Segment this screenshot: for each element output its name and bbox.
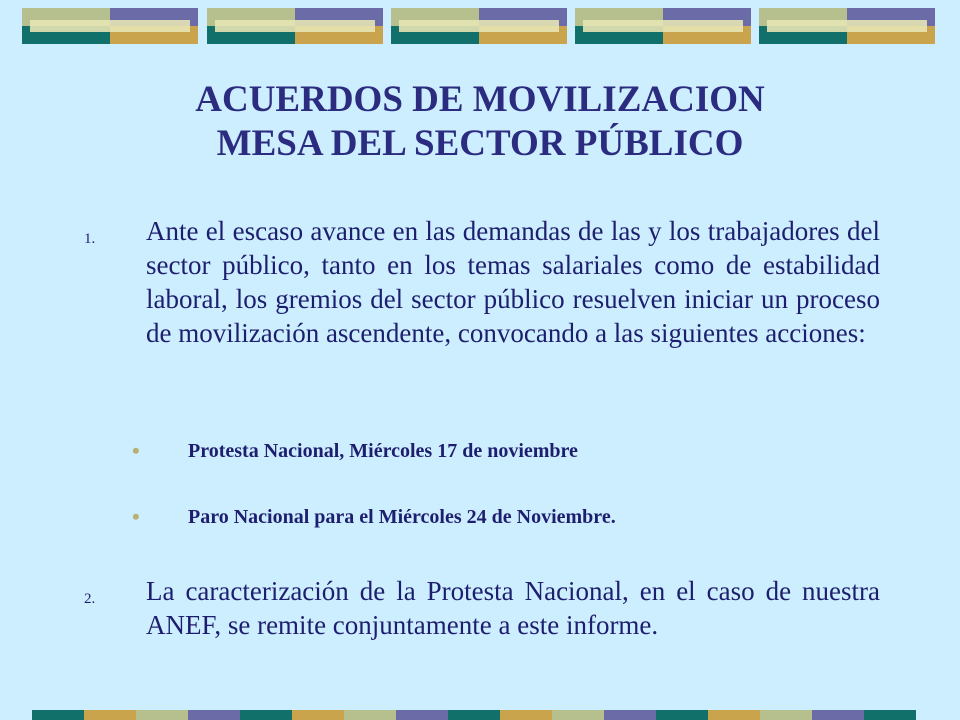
deco-segment bbox=[188, 710, 240, 720]
top-decoration bbox=[22, 8, 942, 44]
item-text: La caracterización de la Protesta Nacional, en el caso de nuestra ANEF, se remite conjuntamente a este informe. bbox=[146, 576, 880, 640]
bottom-decoration bbox=[32, 710, 932, 720]
bullet-item-2 bbox=[132, 506, 616, 529]
title-line-1: ACUERDOS DE MOVILIZACION bbox=[195, 79, 765, 120]
deco-segment bbox=[396, 710, 448, 720]
deco-tile bbox=[207, 8, 383, 44]
bullet-item-1 bbox=[132, 440, 578, 463]
deco-tile bbox=[759, 8, 935, 44]
numbered-item-1 bbox=[84, 214, 880, 350]
bullet-icon: • bbox=[132, 438, 140, 463]
deco-tile bbox=[22, 8, 198, 44]
slide-title bbox=[0, 78, 960, 166]
deco-segment bbox=[760, 710, 812, 720]
deco-segment bbox=[864, 710, 916, 720]
deco-segment bbox=[292, 710, 344, 720]
deco-segment bbox=[708, 710, 760, 720]
bullet-icon: • bbox=[132, 504, 140, 529]
item-number: 1. bbox=[84, 231, 96, 247]
deco-segment bbox=[500, 710, 552, 720]
bullet-text: Paro Nacional para el Miércoles 24 de Noviembre. bbox=[188, 506, 616, 528]
deco-segment bbox=[344, 710, 396, 720]
deco-tile bbox=[575, 8, 751, 44]
deco-segment bbox=[656, 710, 708, 720]
deco-segment bbox=[552, 710, 604, 720]
numbered-item-2 bbox=[84, 574, 880, 642]
bullet-text: Protesta Nacional, Miércoles 17 de noviembre bbox=[188, 440, 578, 462]
deco-segment bbox=[136, 710, 188, 720]
deco-segment bbox=[448, 710, 500, 720]
deco-segment bbox=[32, 710, 84, 720]
deco-segment bbox=[812, 710, 864, 720]
deco-tile bbox=[391, 8, 567, 44]
item-number: 2. bbox=[84, 591, 96, 607]
deco-segment bbox=[604, 710, 656, 720]
deco-segment bbox=[84, 710, 136, 720]
deco-segment bbox=[240, 710, 292, 720]
item-text: Ante el escaso avance en las demandas de las y los trabajadores del sector público, tanto en los temas salariales como de estabilidad laboral, los gremios del sector público resuelven iniciar un proceso de movilización ascendente, convocando a las siguientes acciones: bbox=[146, 216, 880, 348]
title-line-2: MESA DEL SECTOR PÚBLICO bbox=[216, 123, 744, 164]
